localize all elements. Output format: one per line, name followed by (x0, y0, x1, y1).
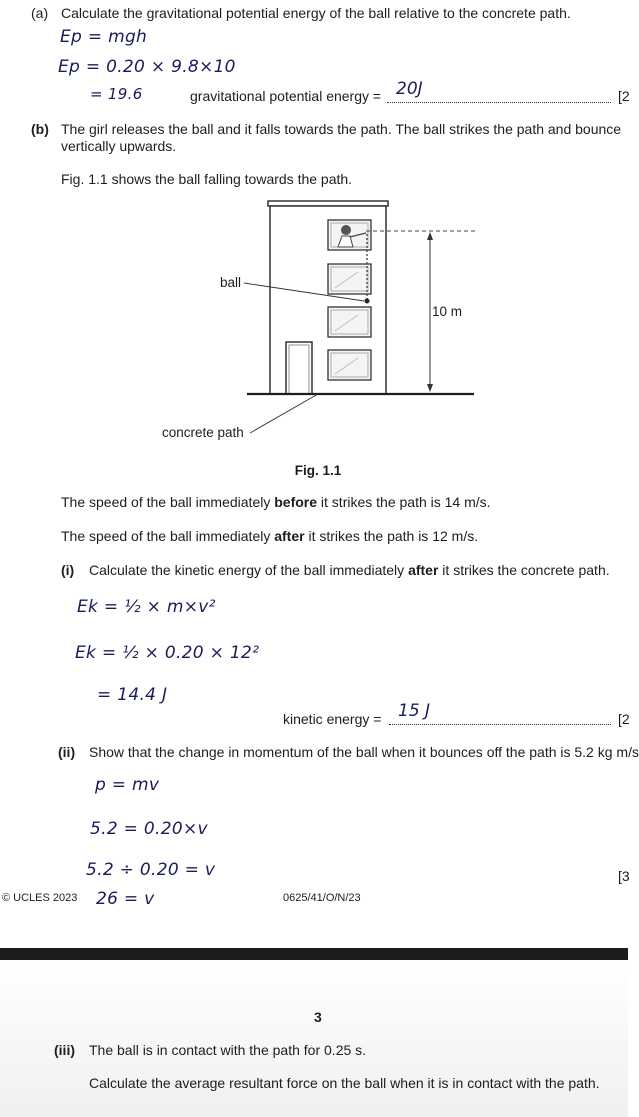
window (328, 350, 371, 380)
page-break-band (0, 948, 628, 960)
handwritten-line: 5.2 = 0.20×v (90, 819, 208, 839)
part-b-question-cont: vertically upwards. (61, 138, 177, 154)
ball (365, 299, 370, 304)
figure-caption: Fig. 1.1 (294, 463, 342, 478)
part-iii-question: The ball is in contact with the path for 0.25 s. (89, 1042, 367, 1058)
window (328, 307, 371, 337)
answer-line (389, 724, 611, 725)
copyright: © UCLES 2023 (2, 892, 78, 904)
part-iii-question-cont: Calculate the average resultant force on the ball when it is in contact with the path. (89, 1075, 600, 1091)
handwritten-line: Ep = mgh (60, 27, 148, 47)
speed-after-text: The speed of the ball immediately after it strikes the path is 12 m/s. (61, 528, 479, 544)
part-a-label: (a) (31, 5, 49, 21)
mark-allocation: [3 (618, 868, 630, 884)
height-label: 10 m (432, 304, 463, 319)
handwritten-line: = 19.6 (90, 85, 143, 103)
mark-allocation: [2 (618, 711, 630, 727)
handwritten-answer: 20J (396, 79, 423, 99)
door (286, 342, 312, 394)
part-ii-question: Show that the change in momentum of the ball when it bounces off the path is 5.2 kg m/s (89, 744, 639, 760)
answer-label: kinetic energy = (283, 711, 382, 727)
handwritten-line: p = mv (95, 775, 160, 795)
speed-before-text: The speed of the ball immediately before it strikes the path is 14 m/s. (61, 494, 491, 510)
page-number: 3 (314, 1009, 322, 1025)
window (328, 264, 371, 294)
concrete-path-label: concrete path (162, 425, 244, 440)
handwritten-line: Ep = 0.20 × 9.8×10 (58, 57, 236, 77)
handwritten-line: 26 = v (96, 889, 155, 909)
part-iii-label: (iii) (54, 1042, 75, 1058)
part-a-question: Calculate the gravitational potential energy of the ball relative to the concrete path. (61, 5, 571, 21)
answer-label: gravitational potential energy = (190, 88, 382, 104)
part-i-label: (i) (61, 562, 75, 578)
mark-allocation: [2 (618, 88, 630, 104)
part-b-label: (b) (31, 121, 49, 137)
part-b-question: The girl releases the ball and it falls towards the path. The ball strikes the path and bounce (61, 121, 622, 137)
next-page (0, 960, 628, 1117)
handwritten-line: Ek = ½ × m×v² (77, 597, 216, 617)
handwritten-line: Ek = ½ × 0.20 × 12² (75, 643, 260, 663)
handwritten-answer: 15 J (398, 701, 431, 721)
ball-label: ball (220, 275, 242, 290)
handwritten-line: 5.2 ÷ 0.20 = v (86, 860, 216, 880)
handwritten-line: = 14.4 J (97, 685, 168, 705)
figure-building-diagram (0, 0, 628, 480)
figure-intro: Fig. 1.1 shows the ball falling towards the path. (61, 171, 353, 187)
part-ii-label: (ii) (58, 744, 76, 760)
paper-code: 0625/41/O/N/23 (283, 892, 361, 904)
part-i-question: Calculate the kinetic energy of the ball immediately after it strikes the concrete path. (89, 562, 610, 578)
